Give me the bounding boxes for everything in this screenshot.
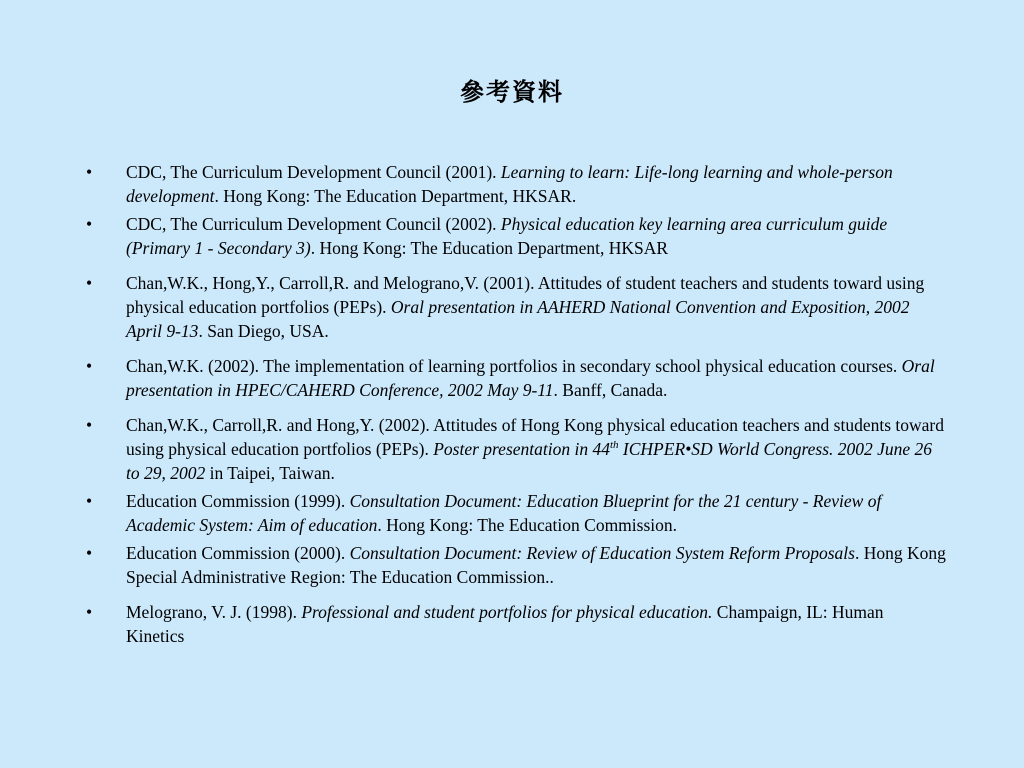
reference-text-segment: . Hong Kong: The Education Department, HKSAR (310, 238, 669, 258)
reference-text (126, 602, 883, 646)
reference-text-segment: . Hong Kong: The Education Commission. (377, 515, 678, 535)
reference-item (86, 354, 946, 402)
reference-list (86, 160, 946, 648)
reference-title: Consultation Document: Review of Education System Reform Proposals (349, 543, 855, 563)
reference-text (126, 491, 881, 535)
reference-text-segment: Chan,W.K., Hong,Y., Carroll,R. and Melograno,V. (2001). Attitudes of student teachers and students toward using physical education portfolios (PEPs). (126, 273, 925, 317)
bullet-icon: • (86, 491, 93, 511)
bullet-icon: • (86, 356, 93, 376)
reference-text-segment: Champaign, IL: Human Kinetics (126, 602, 884, 646)
reference-item (86, 541, 946, 589)
reference-text-segment: CDC, The Curriculum Development Council (2001). (126, 162, 501, 182)
reference-item (86, 600, 946, 648)
bullet-icon: • (86, 415, 93, 435)
reference-title: Oral presentation in HPEC/CAHERD Conference, 2002 May 9-11 (126, 356, 935, 400)
reference-title-superscript: th (609, 439, 619, 452)
reference-text (126, 162, 893, 206)
reference-text-segment: in Taipei, Taiwan. (205, 463, 335, 483)
reference-text-segment: Melograno, V. J. (1998). (126, 602, 302, 622)
bullet-icon: • (86, 543, 93, 563)
bullet-icon: • (86, 214, 93, 234)
reference-item (86, 160, 946, 208)
reference-title: Oral presentation in AAHERD National Convention and Exposition, 2002 April 9-13 (126, 297, 910, 341)
reference-title: ICHPER•SD World Congress. 2002 June 26 to 29, 2002 (126, 439, 933, 483)
reference-text (126, 543, 946, 587)
reference-text-segment: CDC, The Curriculum Development Council (2002). (126, 214, 501, 234)
reference-text (126, 356, 935, 400)
reference-text (126, 214, 887, 258)
reference-text-segment: . San Diego, USA. (198, 321, 329, 341)
reference-text-segment: Education Commission (2000). (126, 543, 350, 563)
reference-item (86, 413, 946, 485)
bullet-icon: • (86, 162, 93, 182)
reference-text-segment: Chan,W.K. (2002). The implementation of learning portfolios in secondary school physical education courses. (126, 356, 902, 376)
reference-text-segment: Chan,W.K., Carroll,R. and Hong,Y. (2002). Attitudes of Hong Kong physical education teachers and students toward using physical education portfolios (PEPs). (126, 415, 944, 459)
reference-title: Physical education key learning area curriculum guide (Primary 1 - Secondary 3) (126, 214, 888, 258)
reference-text-segment: . Hong Kong Special Administrative Region: The Education Commission.. (126, 543, 946, 587)
reference-title: Learning to learn: Life-long learning and whole-person development (126, 162, 893, 206)
reference-item (86, 271, 946, 343)
reference-item (86, 212, 946, 260)
reference-title: Professional and student portfolios for physical education. (301, 602, 713, 622)
bullet-icon: • (86, 602, 93, 622)
reference-title: Consultation Document: Education Blueprint for the 21 century - Review of Academic System: Aim of education (126, 491, 882, 535)
reference-title: Poster presentation in 44 (433, 439, 610, 459)
reference-text-segment: . Hong Kong: The Education Department, HKSAR. (214, 186, 577, 206)
reference-text-segment: Education Commission (1999). (126, 491, 350, 511)
reference-text (126, 415, 944, 483)
reference-text-segment: . Banff, Canada. (553, 380, 668, 400)
reference-text (126, 273, 924, 341)
bullet-icon: • (86, 273, 93, 293)
page-title: 參考資料 (460, 77, 564, 106)
reference-item (86, 489, 946, 537)
